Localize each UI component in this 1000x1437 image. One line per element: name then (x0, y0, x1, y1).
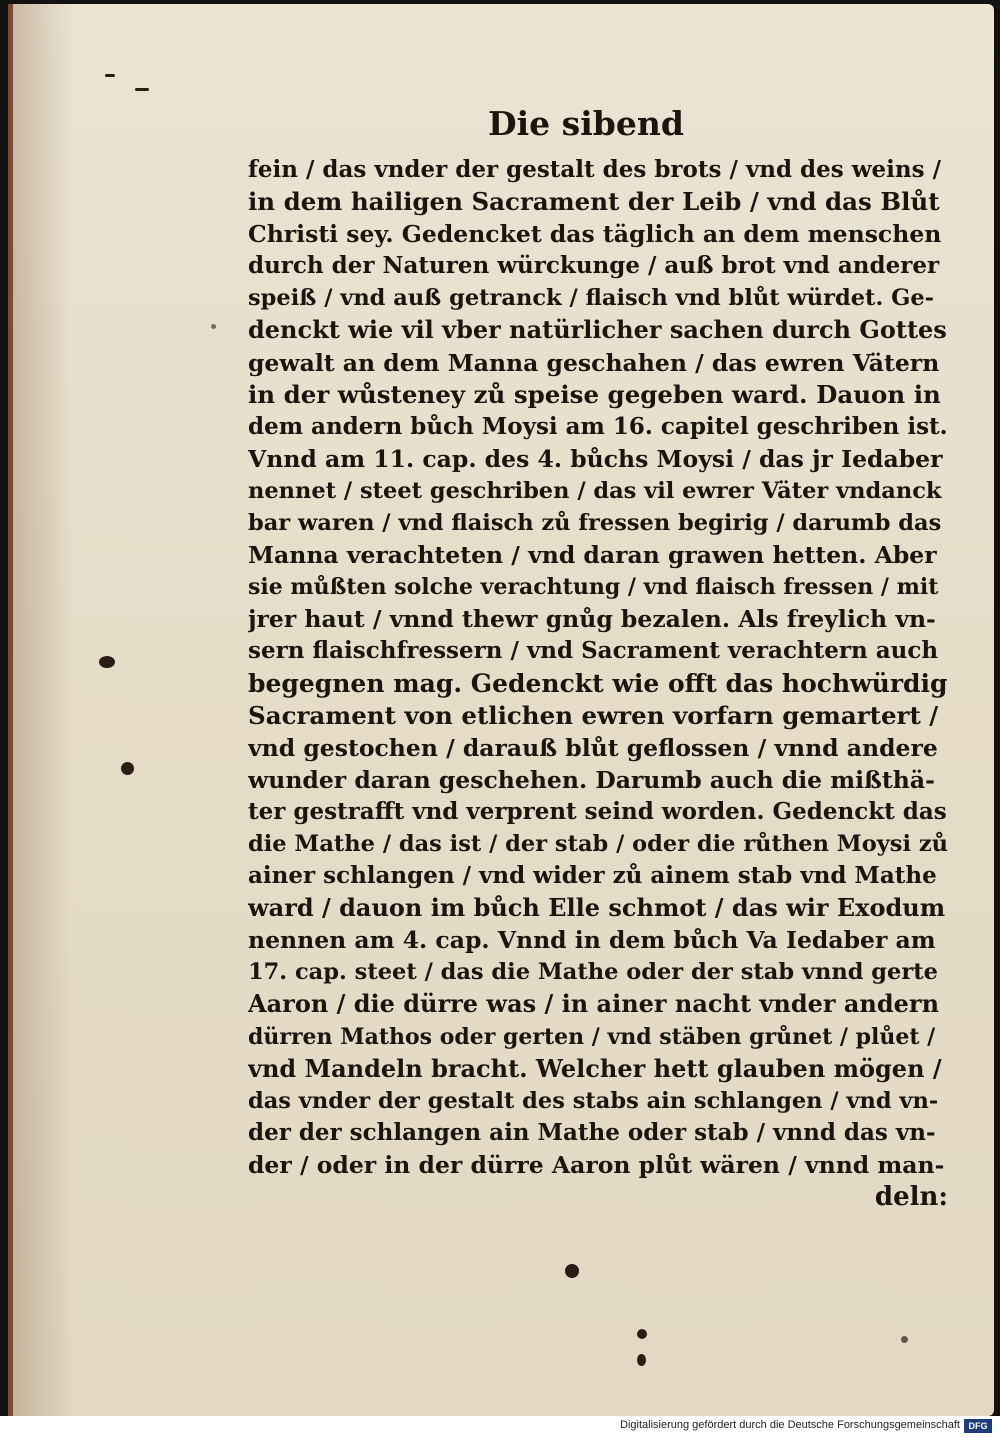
text-line: Manna verachteten / vnd daran grawen hetten. Aber (248, 541, 937, 570)
ink-spot (211, 324, 216, 329)
text-line: durch der Naturen würckunge / auß brot vnd anderer (248, 252, 940, 280)
text-line: begegnen mag. Gedenckt wie offt das hochwürdig (248, 668, 948, 698)
text-line: Sacrament von etlichen ewren vorfarn gemartert / (248, 700, 939, 730)
text-line: wunder daran geschehen. Darumb auch die mißthä- (248, 765, 935, 794)
text-line: ward / dauon im bůch Elle schmot / das wir Exodum (248, 893, 946, 923)
ink-spot (121, 762, 134, 775)
text-line: Vnnd am 11. cap. des 4. bůchs Moysi / das jr Iedaber (248, 444, 943, 473)
catchword: deln: (874, 1182, 948, 1212)
text-line: dürren Mathos oder gerten / vnd stäben grůnet / plůet / (248, 1023, 936, 1050)
text-line: speiß / vnd auß getranck / flaisch vnd blůt würdet. Ge- (248, 285, 934, 312)
page-edge-stain (13, 4, 73, 1416)
text-line: gewalt an dem Manna geschahen / das ewren Vätern (248, 348, 940, 377)
ink-spot (637, 1354, 646, 1366)
text-line: sern flaischfressern / vnd Sacrament verachtern auch (248, 637, 939, 665)
ink-spot (135, 88, 149, 91)
text-line: nennet / steet geschriben / das vil ewrer Väter vndanck (248, 477, 942, 504)
text-line: Christi sey. Gedencket das täglich an dem menschen (248, 220, 942, 249)
footer-bar (0, 1416, 1000, 1437)
text-line: dem andern bůch Moysi am 16. capitel geschriben ist. (248, 412, 948, 440)
text-line: 17. cap. steet / das die Mathe oder der stab vnnd gerte (248, 959, 938, 986)
ink-spot (565, 1264, 579, 1278)
text-line: vnd Mandeln bracht. Welcher hett glauben mögen / (248, 1053, 942, 1083)
body-text (248, 154, 948, 1213)
text-line: ter gestrafft vnd verprent seind worden. Gedenckt das (248, 797, 947, 825)
text-line: sie můßten solche verachtung / vnd flaisch fressen / mit (248, 574, 939, 601)
dfg-logo: DFG (964, 1419, 992, 1433)
text-line: Aaron / die dürre was / in ainer nacht vnder andern (248, 989, 940, 1019)
text-line: bar waren / vnd flaisch zů fressen begirig / darumb das (248, 510, 942, 537)
text-line: in der wůsteney zů speise gegeben ward. Dauon in (248, 379, 941, 409)
funding-credit: Digitalisierung gefördert durch die Deutsche Forschungsgemeinschaft (620, 1419, 960, 1431)
text-line: ainer schlangen / vnd wider zů ainem stab vnd Mathe (248, 862, 937, 890)
text-line: der / oder in der dürre Aaron plůt wären / vnnd man- (248, 1150, 945, 1179)
ink-spot (901, 1336, 908, 1343)
text-line: der der schlangen ain Mathe oder stab / vnnd das vn- (248, 1118, 936, 1146)
text-line: vnd gestochen / darauß blůt geflossen / vnnd andere (248, 733, 938, 762)
text-line: denckt wie vil vber natürlicher sachen durch Gottes (248, 315, 947, 345)
text-line: die Mathe / das ist / der stab / oder die růthen Moysi zů (248, 830, 948, 857)
text-line: das vnder der gestalt des stabs ain schlangen / vnd vn- (248, 1087, 939, 1114)
ink-spot (637, 1329, 647, 1339)
text-line: jrer haut / vnnd thewr gnůg bezalen. Als freylich vn- (248, 605, 936, 634)
text-line: in dem hailigen Sacrament der Leib / vnd das Blůt (248, 187, 940, 217)
book-page (8, 4, 994, 1416)
running-heading: Die sibend (488, 104, 684, 143)
text-line: fein / das vnder der gestalt des brots / vnd des weins / (248, 156, 941, 183)
ink-spot (105, 74, 115, 77)
ink-spot (99, 656, 115, 668)
text-line: nennen am 4. cap. Vnnd in dem bůch Va Iedaber am (248, 926, 936, 955)
